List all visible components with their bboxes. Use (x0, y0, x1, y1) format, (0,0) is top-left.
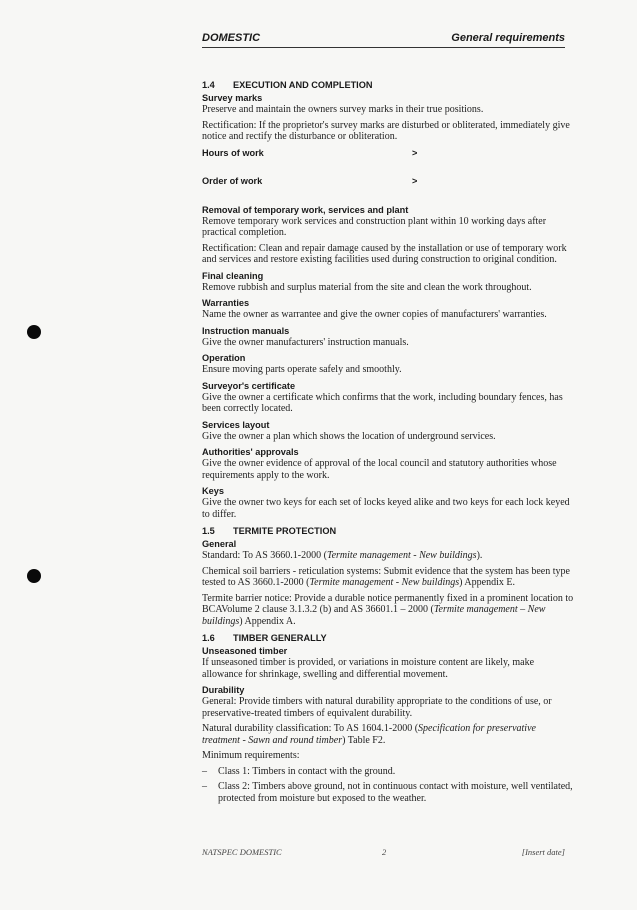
hours-of-work-row: Hours of work > (202, 147, 418, 158)
binder-hole-icon (27, 325, 41, 339)
paragraph: Name the owner as warrantee and give the owner copies of manufacturers' warranties. (202, 309, 547, 320)
footer-date: [Insert date] (521, 847, 565, 857)
page-header (202, 31, 565, 48)
list-item: – Class 1: Timbers in contact with the ground. (202, 765, 396, 777)
paragraph: Standard: To AS 3660.1-2000 (Termite management - New buildings). (202, 550, 483, 561)
header-right: General requirements (451, 32, 565, 44)
subheading: Durability (202, 685, 245, 695)
paragraph: Minimum requirements: (202, 750, 300, 761)
binder-hole-icon (27, 569, 41, 583)
subheading: Keys (202, 486, 224, 496)
paragraph: Give the owner evidence of approval of the local council and statutory authorities whose requirements apply to the work. (202, 458, 557, 481)
document-body (202, 74, 574, 808)
paragraph: Remove rubbish and surplus material from the site and clean the work throughout. (202, 281, 532, 293)
paragraph: Give the owner manufacturers' instruction manuals. (202, 336, 409, 348)
section-heading: 1.6 TIMBER GENERALLY (202, 633, 327, 643)
paragraph: Rectification: Clean and repair damage caused by the installation or use of temporary work and services and restore existing facilities used during construction to original condition. (202, 242, 567, 265)
subheading: General (202, 539, 237, 549)
subheading: Removal of temporary work, services and plant (202, 204, 409, 215)
section-heading: 1.4 EXECUTION AND COMPLETION (202, 80, 373, 90)
paragraph: General: Provide timbers with natural durability appropriate to the conditions of use, or preservative-treated timbers of equivalent durability. (202, 696, 552, 719)
subheading: Operation (202, 353, 246, 363)
order-of-work-row: Order of work > (202, 175, 418, 186)
subheading: Warranties (202, 298, 250, 308)
paragraph: Give the owner a certificate which confirms that the work, including boundary fences, has been correctly located. (202, 391, 563, 414)
page-number: 2 (382, 847, 387, 857)
footer-left: NATSPEC DOMESTIC (202, 847, 282, 857)
paragraph: Natural durability classification: To AS 1604.1-2000 (Specification for preservative treatment - Sawn and round timber) Table F2. (202, 723, 536, 746)
subheading: Instruction manuals (202, 325, 290, 336)
subheading: Final cleaning (202, 270, 264, 281)
paragraph: If unseasoned timber is provided, or variations in moisture content are likely, make allowance for shrinkage, swelling and differential movement. (202, 657, 535, 680)
list-item: – Class 2: Timbers above ground, not in continuous contact with moisture, well ventilated, protected from moisture but exposed to the weather. (202, 781, 573, 804)
paragraph: Remove temporary work services and construction plant within 10 working days after practical completion. (202, 215, 547, 238)
paragraph: Termite barrier notice: Provide a durable notice permanently fixed in a prominent location to BCAVolume 2 clause 3.1.3.2 (b) and AS 36601.1 – 2000 (Termite management – New buildings) Appendix A. (202, 592, 574, 627)
subheading: Services layout (202, 419, 270, 430)
header-left: DOMESTIC (202, 32, 261, 44)
paragraph: Preserve and maintain the owners survey marks in their true positions. (202, 104, 484, 115)
paragraph: Rectification: If the proprietor's survey marks are disturbed or obliterated, immediately give notice and rectify the disturbance or obliteration. (202, 119, 570, 142)
subheading: Unseasoned timber (202, 646, 288, 656)
subheading: Survey marks (202, 93, 263, 103)
subheading: Surveyor's certificate (202, 380, 296, 391)
paragraph: Chemical soil barriers - reticulation systems: Submit evidence that the system has been type tested to AS 3660.1-2000 (Termite management - New buildings) Appendix E. (202, 565, 570, 588)
subheading: Authorities' approvals (202, 447, 299, 457)
paragraph: Give the owner a plan which shows the location of underground services. (202, 430, 496, 442)
paragraph: Ensure moving parts operate safely and smoothly. (202, 364, 402, 375)
section-heading: 1.5 TERMITE PROTECTION (202, 526, 337, 536)
paragraph: Give the owner two keys for each set of locks keyed alike and two keys for each lock keyed to differ. (202, 497, 570, 520)
